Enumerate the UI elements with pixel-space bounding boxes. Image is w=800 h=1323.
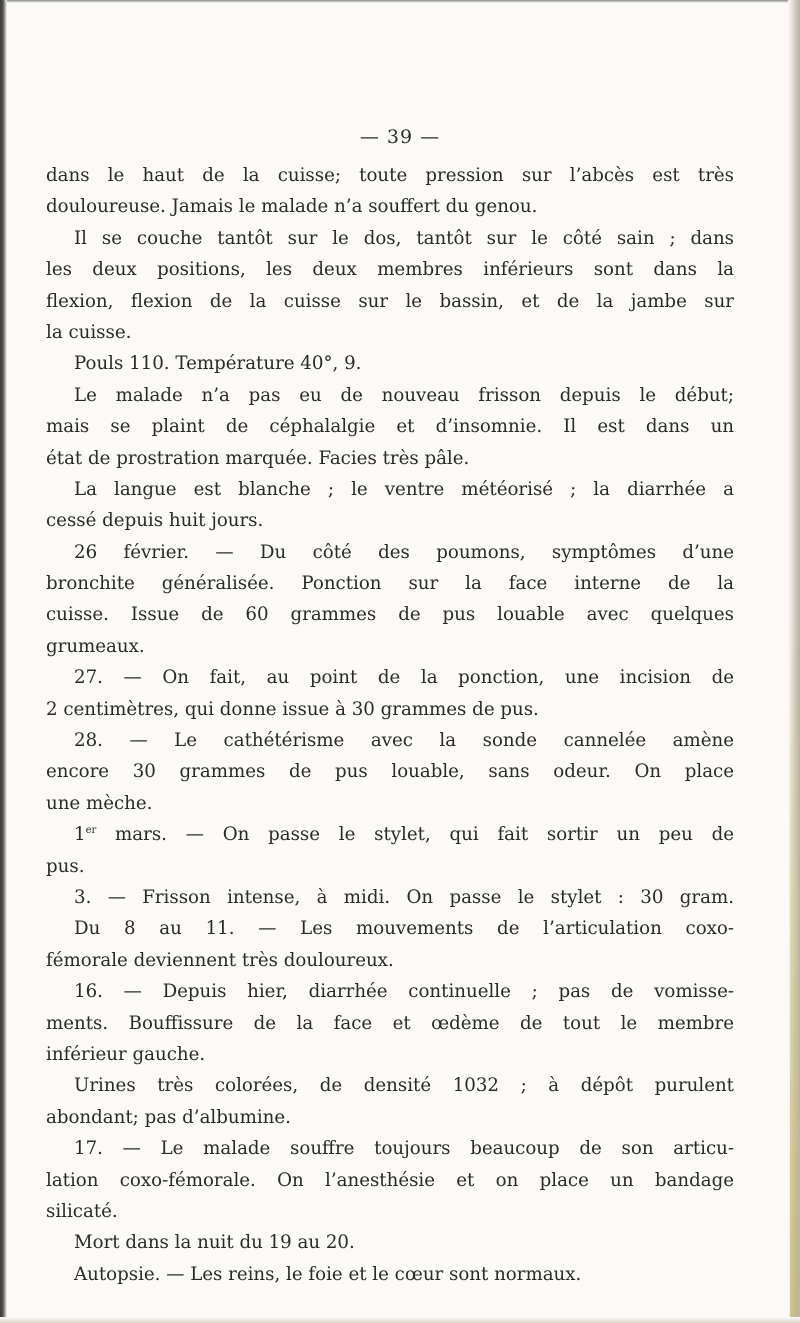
- text-line: abondant; pas d’albumine.: [46, 1106, 291, 1128]
- text-line: la cuisse.: [46, 321, 132, 343]
- text-line: flexion, flexion de la cuisse sur le bassin, et de la jambe sur: [46, 290, 734, 312]
- text-line: ments. Bouffissure de la face et œdème de tout le membre: [46, 1012, 734, 1034]
- text-line: Le malade n’a pas eu de nouveau frisson depuis le début;: [74, 384, 734, 406]
- text-line: état de prostration marquée. Facies très pâle.: [46, 447, 470, 469]
- text-line: les deux positions, les deux membres inférieurs sont dans la: [46, 259, 734, 281]
- text-line: fémorale deviennent très douloureux.: [46, 949, 394, 971]
- text-line: pus.: [46, 855, 85, 877]
- page-stain: [790, 620, 798, 1320]
- text-line: Il se couche tantôt sur le dos, tantôt sur le côté sain ; dans: [74, 227, 734, 249]
- text-line: 16. — Depuis hier, diarrhée continuelle ; pas de vomisse-: [74, 981, 734, 1003]
- page-top-edge: [0, 0, 800, 3]
- text-line: Mort dans la nuit du 19 au 20.: [74, 1232, 355, 1254]
- text-line: La langue est blanche ; le ventre météorisé ; la diarrhée a: [74, 478, 734, 500]
- text-line: [46, 819, 734, 850]
- text-line: cessé depuis huit jours.: [46, 510, 264, 532]
- page-bottom-edge: [0, 1317, 800, 1323]
- line-number: 1: [74, 824, 86, 846]
- text-line: grumeaux.: [46, 635, 145, 657]
- text-line: dans le haut de la cuisse; toute pression sur l’abcès est très: [46, 165, 734, 186]
- text-line: Autopsie. — Les reins, le foie et le cœur sont normaux.: [74, 1263, 582, 1285]
- page-number: — 39 —: [359, 126, 441, 148]
- superscript: er: [85, 825, 97, 837]
- text-line: 28. — Le cathétérisme avec la sonde cannelée amène: [74, 730, 734, 752]
- text-line: Pouls 110. Température 40°, 9.: [74, 353, 362, 375]
- text-line: Du 8 au 11. — Les mouvements de l’articulation coxo-: [74, 918, 734, 940]
- text-line: silicaté.: [46, 1200, 118, 1222]
- text-line: cuisse. Issue de 60 grammes de pus louable avec quelques: [46, 604, 734, 626]
- text-line: 17. — Le malade souffre toujours beaucoup de son articu-: [74, 1138, 734, 1160]
- page-binding-edge: [0, 0, 7, 1323]
- text-line: 2 centimètres, qui donne issue à 30 grammes de pus.: [46, 698, 539, 720]
- line-rest: mars. — On passe le stylet, qui fait sortir un peu de: [96, 824, 734, 846]
- text-line: inférieur gauche.: [46, 1043, 206, 1065]
- text-line: mais se plaint de céphalalgie et d’insomnie. Il est dans un: [46, 416, 734, 438]
- text-line: 26 février. — Du côté des poumons, symptômes d’une: [74, 541, 734, 563]
- text-line: 3. — Frisson intense, à midi. On passe le stylet : 30 gram.: [74, 886, 734, 908]
- text-line: 27. — On fait, au point de la ponction, une incision de: [74, 667, 734, 689]
- text-line: douloureuse. Jamais le malade n’a souffert du genou.: [46, 196, 538, 218]
- body-text: [46, 160, 734, 1290]
- text-line: bronchite généralisée. Ponction sur la face interne de la: [46, 573, 734, 595]
- text-line: Urines très colorées, de densité 1032 ; à dépôt purulent: [74, 1075, 734, 1097]
- text-line: lation coxo-fémorale. On l’anesthésie et on place un bandage: [46, 1169, 734, 1191]
- text-line: une mèche.: [46, 792, 153, 814]
- text-line: encore 30 grammes de pus louable, sans odeur. On place: [46, 761, 734, 783]
